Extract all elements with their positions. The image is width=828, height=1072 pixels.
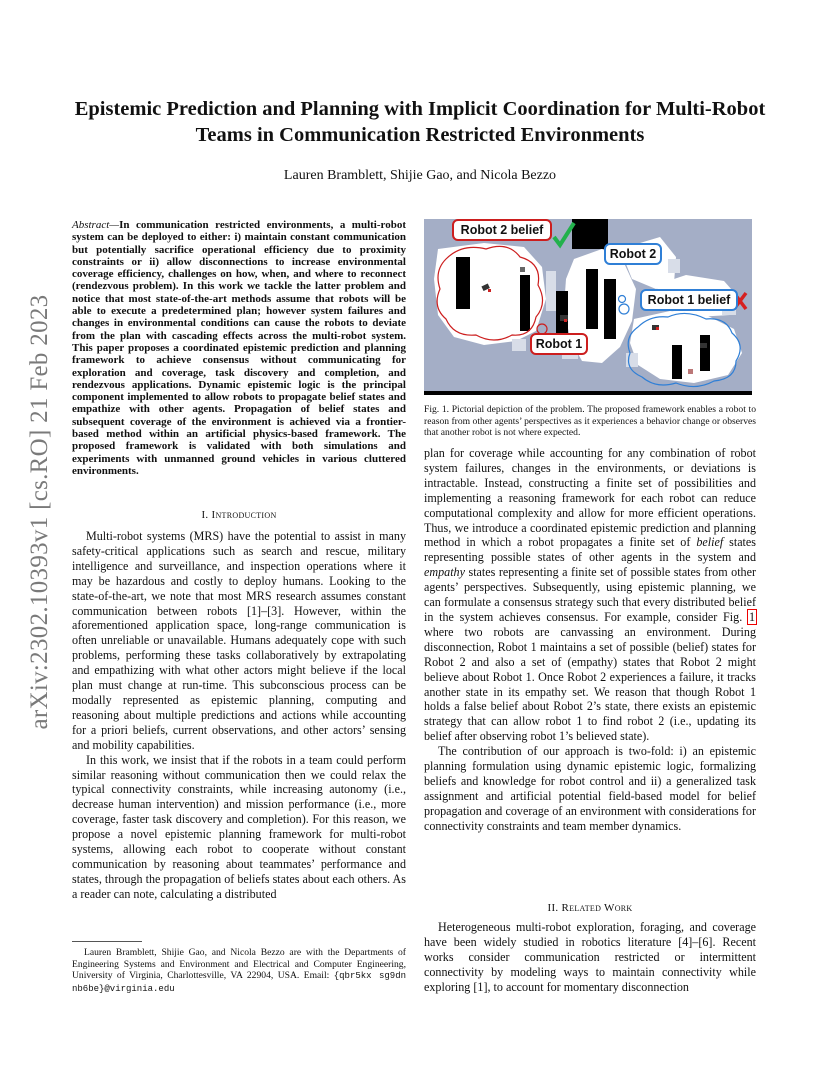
- section-title: Introduction: [211, 509, 277, 521]
- label-robot1-belief: Robot 1 belief: [640, 289, 738, 311]
- footnote-text: Lauren Bramblett, Shijie Gao, and Nicola Bezzo are with the Departments of Engineering Systems and Environment and Electrical and Computer Engineering, University of Virginia, Charlottesville, VA 22904, USA. Email:: [72, 947, 406, 982]
- contribution-paragraph: The contribution of our approach is two-fold: i) an epistemic planning formulation using dynamic epistemic logic, formalizing beliefs and knowledge for robot control and ii) a generalized task assignment and artificial potential field-based model for belief propagation and coverage of an environment with considerations for connectivity constraints and team member dynamics.: [424, 744, 756, 833]
- introduction-body: [72, 529, 406, 902]
- figure-caption: Fig. 1. Pictorial depiction of the problem. The proposed framework enables a robot to reason from other agents’ perspectives as it experiences a behavior change or observes that another robot is not where expected.: [424, 404, 756, 439]
- figure-1: [424, 219, 752, 395]
- belief-term: belief: [696, 535, 724, 550]
- related-work-body: [424, 920, 756, 995]
- check-icon: [554, 223, 574, 245]
- footnote-rule: [72, 941, 142, 942]
- arxiv-stamp-text: arXiv:2302.10393v1 [cs.RO] 21 Feb 2023: [26, 294, 53, 730]
- section-heading-introduction: [72, 508, 406, 523]
- section-number: I.: [201, 509, 209, 521]
- intro-paragraph-2: In this work, we insist that if the robots in a team could perform similar reasoning without communication then we could relax the typical connectivity constraints, while increasing autonomy (i.e., decrease human intervention) and mission performance (i.e., more coverage, faster task discovery and completion). For this reason, we propose a novel epistemic planning framework for multi-robot systems, allowing each robot to cooperate without constant communication by reasoning about teammates’ performance and states, through the propagation of beliefs states about each others. As a reader can note, calculating a distributed: [72, 752, 406, 901]
- text-run: states representing possible states of other agents in the system and: [424, 535, 756, 565]
- right-column-body: [424, 446, 756, 834]
- text-run: states representing a finite set of possible states from other agents’ perspectives. Subsequently, using epistemic planning, we can formulate a consensus strategy such that every distributed belief in the system achieves consensus. For example, consider Fig.: [424, 565, 756, 624]
- section-heading-related-work: [424, 901, 756, 916]
- continued-paragraph: [424, 446, 756, 744]
- figure-baseline: [424, 391, 752, 395]
- text-run: where two robots are canvassing an environment. During disconnection, Robot 1 maintains a set of possible (belief) states for Robot 2 and also a set of (empathy) states that Robot 2 might believe about Robot 1. Once Robot 2 experiences a failure, it tracks another state in its empathy set. We reason that though Robot 1 holds a false belief about Robot 2’s state, there exists an epistemic strategy that can allow robot 1 to find robot 2 (i.e., updating its belief after observing robot 1’s believed state).: [424, 624, 756, 744]
- paper-authors: Lauren Bramblett, Shijie Gao, and Nicola Bezzo: [283, 168, 557, 183]
- text-run: plan for coverage while accounting for any combination of robot system failures, changes in the environments, or deviations is intractable. Instead, constructing a finite set of possibilities and implementing a reasoning framework for each robot can reduce computational complexity and allow for more efficient operations. Thus, we introduce a coordinated epistemic prediction and planning method in which a robot propagates a finite set of: [424, 446, 756, 550]
- related-paragraph: Heterogeneous multi-robot exploration, foraging, and coverage have been widely studied in robotics literature [4]–[6]. Recent works consider communication restricted or intermittent connectivity by modeling ways to maintain connectivity while exploring [1], to account for momentary disconnection: [424, 920, 756, 994]
- arxiv-stamp: [18, 282, 62, 742]
- section-number: II.: [547, 902, 559, 914]
- footnote: [72, 947, 406, 995]
- abstract-text: In communication restricted environments, a multi-robot system can be deployed to either: i) maintain constant communication but potentially sacrifice operational efficiency due to proximity constraints or ii) allow disconnections to increase environmental coverage efficiency, challenges on how, when, and where to reconnect (rendezvous problem). In this work we tackle the latter problem and notice that most state-of-the-art methods assume that robots will be able to execute a predetermined plan; however system failures and changes in environmental conditions can cause the robots to deviate from the plan with cascading effects across the multi-robot system. This paper proposes a coordinated epistemic prediction and planning framework to achieve consensus without communicating for exploration and coverage, task discovery and completion, and rendezvous applications. Dynamic epistemic logic is the principal component implemented to allow robots to propagate belief states and empathize with other agents. Propagation of belief states and subsequent coverage of the environment is achieved via a frontier-based method within an artificial physics-based framework. The proposed framework is validated with both simulations and experiments with unmanned ground vehicles in various cluttered environments.: [72, 219, 406, 477]
- paper-title: Epistemic Prediction and Planning with Implicit Coordination for Multi-Robot Teams in Communication Restricted Environments: [74, 98, 766, 146]
- figure-reference-link[interactable]: 1: [748, 609, 755, 624]
- footnote-emails: {qbr5kx sg9dn nb6be}@virginia.edu: [72, 971, 406, 994]
- label-robot1: Robot 1: [530, 333, 588, 355]
- label-robot2: Robot 2: [604, 243, 662, 265]
- intro-paragraph-1: Multi-robot systems (MRS) have the potential to assist in many safety-critical applications such as search and rescue, military intelligence and surveillance, and inspection operations where it may be hazardous and costly to deploy humans. Looking to the state-of-the-art, we note that most MRS research assumes constant communication between robots [1]–[3]. However, within the aforementioned application space, long-range communication is often unreliable or unavailable. Humans adequately cope with such problems, performing these tasks collaboratively by extrapolating and empathizing with what other actors might believe if the local plan must change at run-time. This subconscious process can be modally represented as epistemic planning, computing and reasoning about multiple predictions and actions while accounting for a priori beliefs, current observations, and other actors’ sensing and mobility capabilities.: [72, 529, 406, 752]
- section-title: Related Work: [561, 902, 633, 914]
- abstract-label: Abstract—: [72, 219, 120, 231]
- abstract: [72, 219, 406, 477]
- empathy-term: empathy: [424, 565, 465, 580]
- label-robot2-belief: Robot 2 belief: [452, 219, 552, 241]
